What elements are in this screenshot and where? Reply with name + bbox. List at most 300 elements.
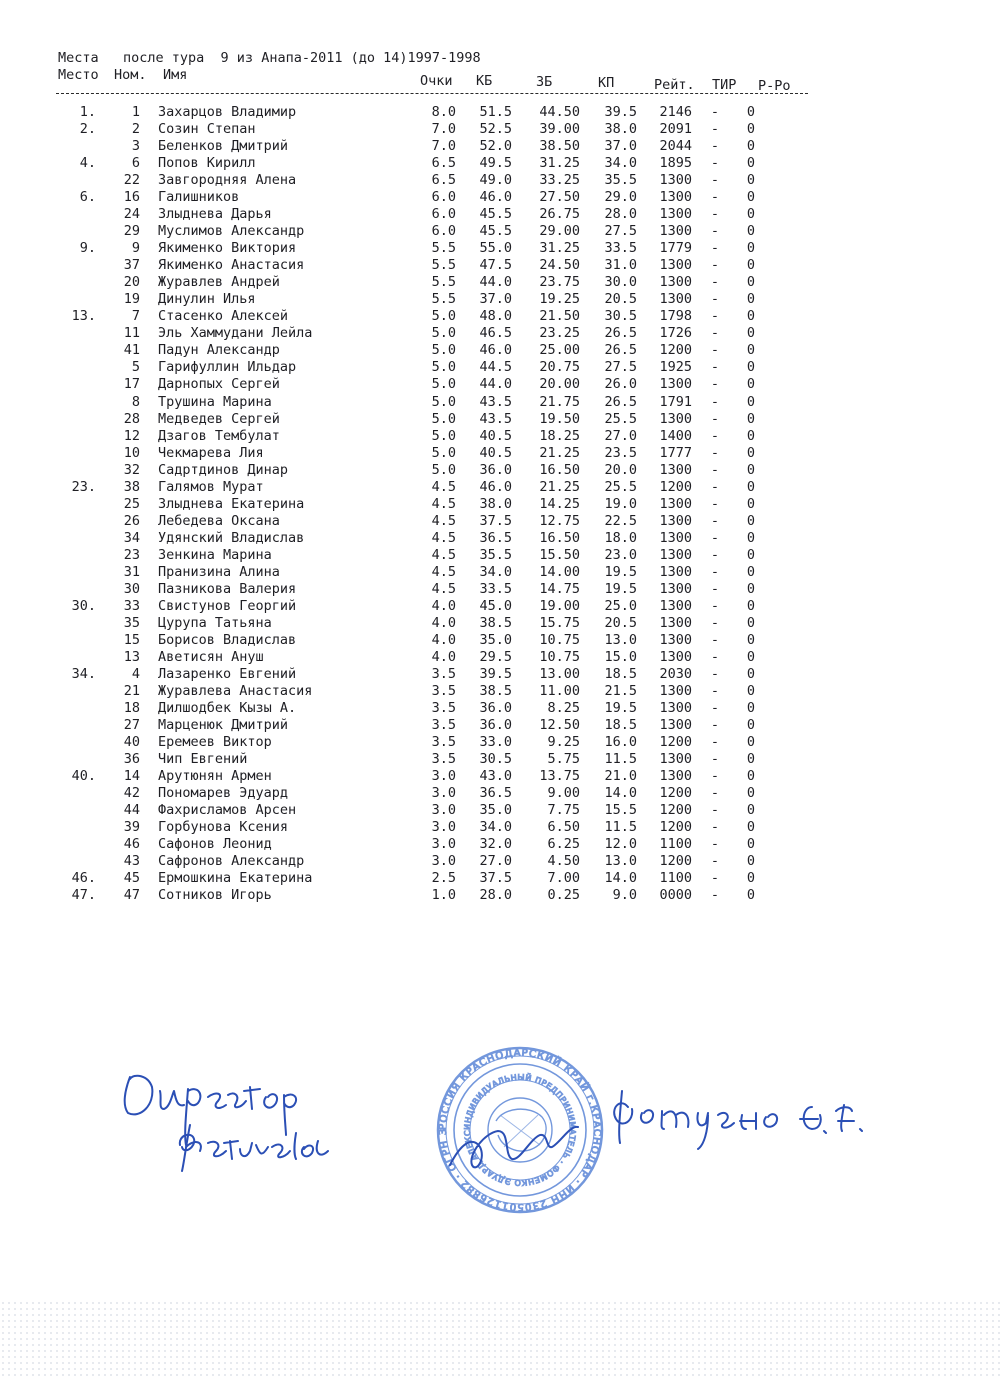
tir-cell: - (710, 121, 720, 138)
zb-cell: 27.50 (539, 189, 580, 206)
rr-cell: 0 (746, 887, 756, 904)
kp-cell: 13.0 (604, 631, 637, 648)
rr-cell: 0 (746, 359, 756, 376)
name-cell: Падун Александр (158, 342, 280, 359)
table-row (0, 138, 1000, 155)
points-cell: 3.0 (431, 785, 456, 802)
tir-cell: - (710, 308, 720, 325)
tir-cell: - (710, 291, 720, 308)
kb-cell: 34.0 (479, 819, 512, 836)
points-cell: 3.0 (431, 768, 456, 785)
kp-cell: 16.0 (604, 734, 637, 751)
num-cell: 32 (123, 461, 140, 478)
zb-cell: 23.75 (539, 274, 580, 291)
col-header-num: Ном. (114, 67, 147, 83)
table-row (0, 411, 1000, 428)
table-row (0, 172, 1000, 189)
tir-cell: - (710, 342, 720, 359)
rr-cell: 0 (746, 631, 756, 648)
kp-cell: 12.0 (604, 836, 637, 853)
kb-cell: 55.0 (479, 240, 512, 257)
rr-cell: 0 (746, 853, 756, 870)
name-cell: Лебедева Оксана (158, 512, 280, 529)
name-cell: Цурупа Татьяна (158, 614, 272, 631)
num-cell: 13 (123, 648, 140, 665)
rr-cell: 0 (746, 495, 756, 512)
zb-cell: 21.50 (539, 308, 580, 325)
rating-cell: 1300 (659, 614, 692, 631)
tir-cell: - (710, 495, 720, 512)
points-cell: 7.0 (431, 138, 456, 155)
name-cell: Дарнопых Сергей (158, 376, 280, 393)
zb-cell: 0.25 (547, 887, 580, 904)
num-cell: 31 (123, 563, 140, 580)
name-cell: Злыднева Екатерина (158, 495, 305, 512)
name-cell: Попов Кирилл (158, 155, 256, 172)
rr-cell: 0 (746, 240, 756, 257)
tir-cell: - (710, 563, 720, 580)
kb-cell: 29.5 (479, 648, 512, 665)
rr-cell: 0 (746, 836, 756, 853)
tir-cell: - (710, 529, 720, 546)
zb-cell: 15.50 (539, 546, 580, 563)
rating-cell: 1300 (659, 768, 692, 785)
zb-cell: 31.25 (539, 155, 580, 172)
handwriting-director-image (125, 1076, 328, 1171)
tir-cell: - (710, 189, 720, 206)
rating-cell: 1200 (659, 478, 692, 495)
zb-cell: 13.75 (539, 768, 580, 785)
points-cell: 4.5 (431, 546, 456, 563)
rr-cell: 0 (746, 546, 756, 563)
kb-cell: 48.0 (479, 308, 512, 325)
rating-cell: 1300 (659, 410, 692, 427)
kp-cell: 39.5 (604, 104, 637, 120)
table-row (0, 870, 1000, 887)
num-cell: 14 (123, 768, 140, 785)
kp-cell: 38.0 (604, 121, 637, 138)
table-row (0, 342, 1000, 359)
table-row (0, 666, 1000, 683)
kp-cell: 14.0 (604, 870, 637, 887)
zb-cell: 14.00 (539, 563, 580, 580)
num-cell: 15 (123, 631, 140, 648)
name-cell: Журавлева Анастасия (158, 683, 313, 700)
rating-cell: 1300 (659, 683, 692, 700)
kb-cell: 44.0 (479, 274, 512, 291)
rating-cell: 1200 (659, 853, 692, 870)
rr-cell: 0 (746, 512, 756, 529)
points-cell: 3.5 (431, 717, 456, 734)
rating-cell: 2091 (659, 121, 692, 138)
place-cell: 23. (71, 478, 96, 495)
num-cell: 33 (123, 597, 140, 614)
name-cell: Беленков Дмитрий (158, 138, 289, 155)
table-row (0, 325, 1000, 342)
rr-cell: 0 (746, 138, 756, 155)
kb-cell: 49.0 (479, 172, 512, 189)
kp-cell: 30.0 (604, 274, 637, 291)
name-cell: Динулин Илья (158, 291, 256, 308)
tir-cell: - (710, 700, 720, 717)
tir-cell: - (710, 580, 720, 597)
num-cell: 20 (123, 274, 140, 291)
place-cell: 46. (71, 870, 96, 887)
svg-text:ИНДИВИДУАЛЬНЫЙ ПРЕДПРИНИМАТЕЛЬ: ИНДИВИДУАЛЬНЫЙ ПРЕДПРИНИМАТЕЛЬ · ФОМЕНКО ЭДУАРД АЛЕКС (462, 1072, 578, 1188)
rating-cell: 1300 (659, 717, 692, 734)
zb-cell: 11.00 (539, 683, 580, 700)
zb-cell: 24.50 (539, 257, 580, 274)
table-row (0, 632, 1000, 649)
rr-cell: 0 (746, 614, 756, 631)
num-cell: 46 (123, 836, 140, 853)
num-cell: 45 (123, 870, 140, 887)
kp-cell: 27.5 (604, 223, 637, 240)
kp-cell: 21.0 (604, 768, 637, 785)
zb-cell: 6.50 (547, 819, 580, 836)
kp-cell: 27.0 (604, 427, 637, 444)
kp-cell: 20.5 (604, 614, 637, 631)
table-row (0, 615, 1000, 632)
zb-cell: 16.50 (539, 461, 580, 478)
rating-cell: 1798 (659, 308, 692, 325)
rr-cell: 0 (746, 597, 756, 614)
table-row (0, 121, 1000, 138)
points-cell: 8.0 (431, 104, 456, 120)
name-cell: Пазникова Валерия (158, 580, 297, 597)
kb-cell: 44.0 (479, 376, 512, 393)
num-cell: 12 (123, 427, 140, 444)
kb-cell: 40.5 (479, 444, 512, 461)
num-cell: 21 (123, 683, 140, 700)
table-row (0, 291, 1000, 308)
kb-cell: 46.0 (479, 478, 512, 495)
rr-cell: 0 (746, 580, 756, 597)
tir-cell: - (710, 359, 720, 376)
zb-cell: 4.50 (547, 853, 580, 870)
points-cell: 3.0 (431, 836, 456, 853)
rr-cell: 0 (746, 206, 756, 223)
rr-cell: 0 (746, 121, 756, 138)
kp-cell: 15.0 (604, 648, 637, 665)
kp-cell: 19.0 (604, 495, 637, 512)
tir-cell: - (710, 138, 720, 155)
kb-cell: 37.0 (479, 291, 512, 308)
points-cell: 6.5 (431, 172, 456, 189)
points-cell: 3.5 (431, 751, 456, 768)
name-cell: Захарцов Владимир (158, 104, 297, 120)
zb-cell: 12.75 (539, 512, 580, 529)
points-cell: 5.0 (431, 410, 456, 427)
num-cell: 40 (123, 734, 140, 751)
tir-cell: - (710, 853, 720, 870)
name-cell: Дзагов Тембулат (158, 427, 280, 444)
kp-cell: 25.5 (604, 478, 637, 495)
table-row (0, 308, 1000, 325)
rr-cell: 0 (746, 717, 756, 734)
table-row (0, 104, 1000, 121)
name-cell: Завгородняя Алена (158, 172, 297, 189)
rating-cell: 2044 (659, 138, 692, 155)
place-cell: 47. (71, 887, 96, 904)
tir-cell: - (710, 461, 720, 478)
table-row (0, 189, 1000, 206)
zb-cell: 19.25 (539, 291, 580, 308)
num-cell: 6 (131, 155, 140, 172)
points-cell: 4.5 (431, 529, 456, 546)
points-cell: 3.5 (431, 665, 456, 682)
kp-cell: 26.5 (604, 342, 637, 359)
rr-cell: 0 (746, 870, 756, 887)
svg-text:РОССИЯ КРАСНОДАРСКИЙ КРАЙ г.КР: РОССИЯ КРАСНОДАРСКИЙ КРАЙ г.КРАСНОДАР · ИНН 230501126882 · ОГРН 3 (437, 1047, 603, 1213)
points-cell: 6.0 (431, 223, 456, 240)
num-cell: 9 (131, 240, 140, 257)
zb-cell: 7.00 (547, 870, 580, 887)
num-cell: 10 (123, 444, 140, 461)
name-cell: Галямов Мурат (158, 478, 264, 495)
name-cell: Якименко Анастасия (158, 257, 305, 274)
rating-cell: 1200 (659, 342, 692, 359)
rating-cell: 2030 (659, 665, 692, 682)
table-row (0, 785, 1000, 802)
col-header-kp: КП (598, 75, 615, 91)
zb-cell: 19.00 (539, 597, 580, 614)
table-row (0, 376, 1000, 393)
kp-cell: 9.0 (612, 887, 637, 904)
num-cell: 23 (123, 546, 140, 563)
table-row (0, 240, 1000, 257)
table-row (0, 717, 1000, 734)
rr-cell: 0 (746, 427, 756, 444)
num-cell: 25 (123, 495, 140, 512)
rating-cell: 1726 (659, 325, 692, 342)
zb-cell: 21.25 (539, 444, 580, 461)
table-row (0, 445, 1000, 462)
rating-cell: 1300 (659, 376, 692, 393)
rating-cell: 1100 (659, 870, 692, 887)
table-row (0, 547, 1000, 564)
col-header-tir: ТИР (712, 77, 737, 93)
table-row (0, 223, 1000, 240)
handwriting-name-image (614, 1091, 862, 1149)
col-header-points: Очки (420, 73, 453, 89)
zb-cell: 26.75 (539, 206, 580, 223)
rr-cell: 0 (746, 223, 756, 240)
name-cell: Свистунов Георгий (158, 597, 297, 614)
kb-cell: 38.0 (479, 495, 512, 512)
num-cell: 11 (123, 325, 140, 342)
kp-cell: 25.5 (604, 410, 637, 427)
rating-cell: 1300 (659, 546, 692, 563)
tir-cell: - (710, 393, 720, 410)
name-cell: Эль Хаммудани Лейла (158, 325, 313, 342)
rating-cell: 1200 (659, 734, 692, 751)
zb-cell: 21.75 (539, 393, 580, 410)
kp-cell: 19.5 (604, 580, 637, 597)
rating-cell: 1200 (659, 785, 692, 802)
rating-cell: 1300 (659, 461, 692, 478)
kp-cell: 23.0 (604, 546, 637, 563)
rr-cell: 0 (746, 257, 756, 274)
kp-cell: 30.5 (604, 308, 637, 325)
rr-cell: 0 (746, 768, 756, 785)
zb-cell: 25.00 (539, 342, 580, 359)
name-cell: Сафонов Леонид (158, 836, 272, 853)
name-cell: Сафронов Александр (158, 853, 305, 870)
col-header-rr: Р-Ро (758, 78, 791, 94)
num-cell: 35 (123, 614, 140, 631)
kb-cell: 40.5 (479, 427, 512, 444)
points-cell: 5.5 (431, 240, 456, 257)
kb-cell: 47.5 (479, 257, 512, 274)
rating-cell: 1779 (659, 240, 692, 257)
tir-cell: - (710, 631, 720, 648)
name-cell: Стасенко Алексей (158, 308, 289, 325)
tir-cell: - (710, 734, 720, 751)
rating-cell: 1791 (659, 393, 692, 410)
kb-cell: 45.0 (479, 597, 512, 614)
kb-cell: 27.0 (479, 853, 512, 870)
kb-cell: 36.0 (479, 717, 512, 734)
name-cell: Еремеев Виктор (158, 734, 272, 751)
name-cell: Медведев Сергей (158, 410, 280, 427)
rating-cell: 1300 (659, 529, 692, 546)
name-cell: Арутюнян Армен (158, 768, 272, 785)
tir-cell: - (710, 444, 720, 461)
rr-cell: 0 (746, 529, 756, 546)
name-cell: Галишников (158, 189, 240, 206)
rr-cell: 0 (746, 308, 756, 325)
rr-cell: 0 (746, 291, 756, 308)
kp-cell: 35.5 (604, 172, 637, 189)
zb-cell: 19.50 (539, 410, 580, 427)
kb-cell: 44.5 (479, 359, 512, 376)
num-cell: 5 (131, 359, 140, 376)
tir-cell: - (710, 240, 720, 257)
rr-cell: 0 (746, 819, 756, 836)
points-cell: 5.0 (431, 325, 456, 342)
zb-cell: 7.75 (547, 802, 580, 819)
rating-cell: 1300 (659, 257, 692, 274)
dotted-background-strip (0, 1300, 1000, 1377)
rr-cell: 0 (746, 325, 756, 342)
tir-cell: - (710, 325, 720, 342)
tir-cell: - (710, 274, 720, 291)
zb-cell: 9.00 (547, 785, 580, 802)
name-cell: Удянский Владислав (158, 529, 305, 546)
num-cell: 39 (123, 819, 140, 836)
kb-cell: 33.0 (479, 734, 512, 751)
rr-cell: 0 (746, 734, 756, 751)
table-row (0, 274, 1000, 291)
name-cell: Лазаренко Евгений (158, 665, 297, 682)
tir-cell: - (710, 870, 720, 887)
num-cell: 34 (123, 529, 140, 546)
kb-cell: 51.5 (479, 104, 512, 120)
zb-cell: 18.25 (539, 427, 580, 444)
points-cell: 4.5 (431, 495, 456, 512)
kb-cell: 30.5 (479, 751, 512, 768)
rr-cell: 0 (746, 393, 756, 410)
points-cell: 6.0 (431, 206, 456, 223)
kb-cell: 46.0 (479, 189, 512, 206)
document-title: Места после тура 9 из Анапа-2011 (до 14)1997-1998 (58, 50, 481, 66)
points-cell: 4.5 (431, 563, 456, 580)
points-cell: 5.0 (431, 376, 456, 393)
tir-cell: - (710, 614, 720, 631)
kb-cell: 39.5 (479, 665, 512, 682)
num-cell: 2 (131, 121, 140, 138)
num-cell: 1 (131, 104, 140, 120)
zb-cell: 16.50 (539, 529, 580, 546)
zb-cell: 20.00 (539, 376, 580, 393)
table-row (0, 530, 1000, 547)
points-cell: 5.0 (431, 359, 456, 376)
zb-cell: 15.75 (539, 614, 580, 631)
num-cell: 42 (123, 785, 140, 802)
num-cell: 18 (123, 700, 140, 717)
zb-cell: 29.00 (539, 223, 580, 240)
points-cell: 3.0 (431, 802, 456, 819)
kp-cell: 26.5 (604, 325, 637, 342)
points-cell: 5.0 (431, 444, 456, 461)
tir-cell: - (710, 223, 720, 240)
kb-cell: 35.5 (479, 546, 512, 563)
zb-cell: 10.75 (539, 631, 580, 648)
col-header-zb: ЗБ (536, 74, 553, 90)
rating-cell: 1200 (659, 802, 692, 819)
zb-cell: 8.25 (547, 700, 580, 717)
table-row (0, 887, 1000, 904)
tir-cell: - (710, 683, 720, 700)
rr-cell: 0 (746, 802, 756, 819)
table-row (0, 768, 1000, 785)
place-cell: 40. (71, 768, 96, 785)
kp-cell: 18.5 (604, 665, 637, 682)
points-cell: 5.5 (431, 291, 456, 308)
name-cell: Якименко Виктория (158, 240, 297, 257)
table-row (0, 479, 1000, 496)
kb-cell: 28.0 (479, 887, 512, 904)
col-header-kb: КБ (476, 73, 493, 89)
name-cell: Чип Евгений (158, 751, 248, 768)
kp-cell: 13.0 (604, 853, 637, 870)
rating-cell: 1300 (659, 751, 692, 768)
col-header-place: Место (58, 67, 99, 83)
rr-cell: 0 (746, 700, 756, 717)
kb-cell: 43.5 (479, 410, 512, 427)
zb-cell: 31.25 (539, 240, 580, 257)
num-cell: 27 (123, 717, 140, 734)
kp-cell: 21.5 (604, 683, 637, 700)
tir-cell: - (710, 597, 720, 614)
num-cell: 37 (123, 257, 140, 274)
table-row (0, 206, 1000, 223)
rr-cell: 0 (746, 189, 756, 206)
kp-cell: 18.0 (604, 529, 637, 546)
tir-cell: - (710, 785, 720, 802)
points-cell: 6.0 (431, 189, 456, 206)
points-cell: 5.0 (431, 393, 456, 410)
rating-cell: 1300 (659, 189, 692, 206)
rr-cell: 0 (746, 376, 756, 393)
num-cell: 29 (123, 223, 140, 240)
rr-cell: 0 (746, 342, 756, 359)
rating-cell: 1300 (659, 631, 692, 648)
table-row (0, 734, 1000, 751)
header-divider (56, 93, 808, 94)
kp-cell: 23.5 (604, 444, 637, 461)
